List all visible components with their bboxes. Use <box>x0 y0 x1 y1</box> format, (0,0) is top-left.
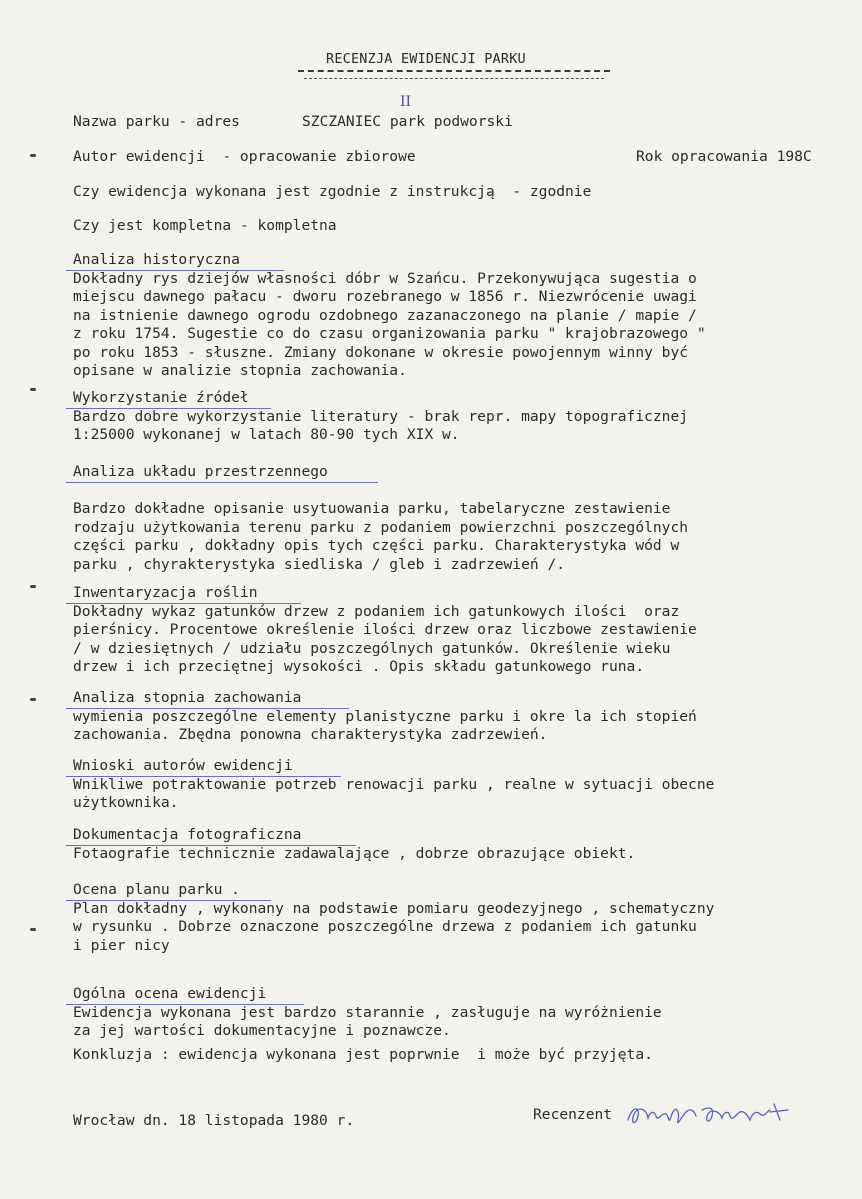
place-date: Wrocław dn. 18 listopada 1980 r. <box>73 1112 355 1129</box>
section-heading: Wykorzystanie źródeł <box>73 389 249 406</box>
section-text-line: za jej wartości dokumentacyjne i poznawcze. <box>73 1022 451 1039</box>
section-heading: Inwentaryzacja roślin <box>73 584 258 601</box>
section-text-line: Bardzo dobre wykorzystanie literatury - brak repr. mapy topograficznej <box>73 407 689 425</box>
section-text-line: Fotaografie technicznie zadawalające , dobrze obrazujące obiekt. <box>73 844 636 862</box>
section-text-line: części parku , dokładny opis tych części parku. Charakterystyka wód w <box>73 537 680 554</box>
handwritten-roman-numeral: II <box>400 94 412 110</box>
margin-mark <box>30 928 36 931</box>
section-text-line: Dokładny rys dziejów własności dóbr w Szańcu. Przekonywująca sugestia o <box>73 269 697 287</box>
conclusion-line: Konkluzja : ewidencja wykonana jest poprwnie i może być przyjęta. <box>73 1046 653 1063</box>
year-of-study: Rok opracowania 198C <box>636 148 812 165</box>
park-name-value: SZCZANIEC park podworski <box>302 113 513 130</box>
section-text-line: pierśnicy. Procentowe określenie ilości drzew oraz liczbowe zestawienie <box>73 621 697 638</box>
compliance-line: Czy ewidencja wykonana jest zgodnie z instrukcją - zgodnie <box>73 183 592 200</box>
section-text-line: 1:25000 wykonanej w latach 80-90 tych XIX w. <box>73 426 460 443</box>
section-heading: Ocena planu parku . <box>73 881 240 898</box>
section-text-line: drzew i ich przeciętnej wysokości . Opis składu gatunkowego runa. <box>73 658 645 675</box>
section-heading: Dokumentacja fotograficzna <box>73 826 302 843</box>
reviewer-signature <box>624 1100 794 1134</box>
section-text-line: Bardzo dokładne opisanie usytuowania parku, tabelaryczne zestawienie <box>73 500 671 517</box>
section-text-line: i pier nicy <box>73 936 170 954</box>
section-heading: Analiza układu przestrzennego <box>73 463 328 480</box>
title-underline-second <box>304 78 604 79</box>
section-text-line: rodzaju użytkowania terenu parku z podaniem powierzchni poszczególnych <box>73 518 689 536</box>
margin-mark <box>30 698 36 701</box>
margin-mark <box>30 388 36 391</box>
margin-mark <box>30 585 36 588</box>
section-text-line: wymienia poszczególne elementy planistyczne parku i okre la ich stopień <box>73 707 697 725</box>
section-text-line: Wnikliwe potraktowanie potrzeb renowacji parku , realne w sytuacji obecne <box>73 775 715 793</box>
section-text-line: Dokładny wykaz gatunków drzew z podaniem ich gatunkowych ilości oraz <box>73 602 680 620</box>
section-text-line: z roku 1754. Sugestie co do czasu organizowania parku " krajobrazowego " <box>73 325 706 342</box>
section-text-line: Plan dokładny , wykonany na podstawie pomiaru geodezyjnego , schematyczny <box>73 899 715 917</box>
section-text-line: na istnienie dawnego ogrodu ozdobnego zazanaczonego na planie / mapie / <box>73 306 697 324</box>
document-title: RECENZJA EWIDENCJI PARKU <box>326 51 526 67</box>
section-heading: Ogólna ocena ewidencji <box>73 985 267 1002</box>
section-text-line: w rysunku . Dobrze oznaczone poszczególne drzewa z podaniem ich gatunku <box>73 918 697 935</box>
section-text-line: parku , chyrakterystyka siedliska / gleb i zadrzewień /. <box>73 555 566 573</box>
section-heading: Wnioski autorów ewidencji <box>73 757 293 774</box>
completeness-line: Czy jest kompletna - kompletna <box>73 217 337 234</box>
section-text-line: Ewidencja wykonana jest bardzo starannie , zasługuje na wyróżnienie <box>73 1003 662 1021</box>
section-text-line: po roku 1853 - słuszne. Zmiany dokonane w okresie powojennym winny być <box>73 343 689 361</box>
reviewer-label: Recenzent <box>533 1106 613 1123</box>
section-text-line: użytkownika. <box>73 794 179 811</box>
margin-mark <box>30 154 36 157</box>
title-underline <box>298 70 610 72</box>
section-text-line: / w dziesiętnych / udziału poszczególnych gatunków. Określenie wieku <box>73 639 671 657</box>
section-heading: Analiza stopnia zachowania <box>73 689 302 706</box>
section-heading: Analiza historyczna <box>73 251 240 268</box>
section-text-line: miejscu dawnego pałacu - dworu rozebranego w 1856 r. Niezwrócenie uwagi <box>73 288 697 305</box>
park-name-label: Nazwa parku - adres <box>73 113 240 130</box>
section-heading-underline <box>66 482 378 483</box>
author-line: Autor ewidencji - opracowanie zbiorowe <box>73 148 416 165</box>
section-text-line: opisane w analizie stopnia zachowania. <box>73 362 407 379</box>
section-text-line: zachowania. Zbędna ponowna charakterystyka zadrzewień. <box>73 726 548 743</box>
